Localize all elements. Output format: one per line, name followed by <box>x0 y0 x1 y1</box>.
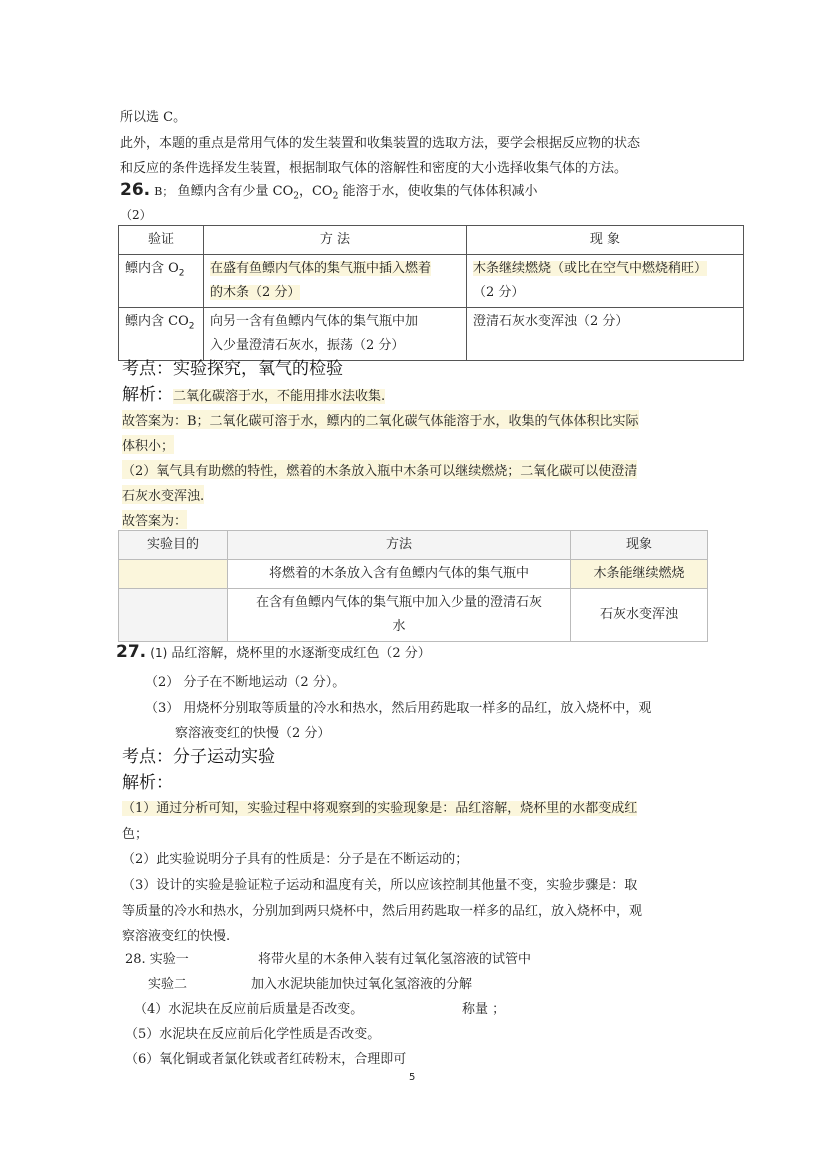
q28-l3: （4）水泥块在反应前后质量是否改变。 <box>134 1002 364 1017</box>
q27-kaodian: 考点：分子运动实验 <box>122 747 275 767</box>
q26-jiexi-2: 故答案为：B；二氧化碳可溶于水，鳔内的二氧化碳气体能溶于水，收集的气体体积比实际 <box>122 410 639 429</box>
table1-phenomenon: 澄清石灰水变浑浊（2 分） <box>467 308 744 361</box>
table2-method: 在含有鱼鳔内气体的集气瓶中加入少量的澄清石灰 水 <box>228 589 571 642</box>
table1-method: 在盛有鱼鳔内气体的集气瓶中插入燃着 的木条（2 分） <box>204 255 467 308</box>
q28-l2-num: 实验二 <box>148 977 188 992</box>
table2-purpose <box>119 589 228 642</box>
q26-table1 <box>118 225 744 361</box>
page-number: 5 <box>409 1072 416 1083</box>
q28-l1-num: 28. 实验一 <box>125 952 189 967</box>
table2-row <box>119 589 708 642</box>
q27-a1: 27. (1) 品红溶解，烧杯里的水逐渐变成红色（2 分） <box>116 642 431 662</box>
q28-l3b: 称量 ； <box>462 1002 506 1017</box>
table2-row <box>119 560 708 589</box>
q26-answer: 26. B； 鱼鳔内含有少量 $CO_2$，$CO_2$ 能溶于水，使收集的气体体积减小 <box>120 180 538 202</box>
q28-l5: （6）氧化铜或者氯化铁或者红砖粉末，合理即可 <box>125 1052 407 1067</box>
q27-j2: （2）此实验说明分子具有的性质是：分子是在不断运动的； <box>122 852 469 867</box>
q27-a3-1: （3） 用烧杯分别取等质量的冷水和热水，然后用药匙取一样多的品红，放入烧杯中，观 <box>145 701 652 716</box>
table1-phenomenon: 木条继续燃烧（或比在空气中燃烧稍旺） （2 分） <box>467 255 744 308</box>
q26-jiexi-4: （2）氧气具有助燃的特性，燃着的木条放入瓶中木条可以继续燃烧；二氧化碳可以使澄清 <box>122 460 637 479</box>
q27-a3-2: 察溶液变红的快慢（2 分） <box>175 726 331 741</box>
table1-header-method: 方 法 <box>204 226 467 255</box>
table2-phenomenon: 木条能继续燃烧 <box>571 560 708 589</box>
q27-number: 27. <box>116 642 147 662</box>
table2-phenomenon: 石灰水变浑浊 <box>571 589 708 642</box>
q27-a2: （2） 分子在不断地运动（2 分）。 <box>145 675 346 690</box>
q27-j3b: 等质量的冷水和热水，分别加到两只烧杯中，然后用药匙取一样多的品红，放入烧杯中，观 <box>122 904 643 919</box>
q26-jiexi-3: 体积小； <box>122 435 174 454</box>
table2-method: 将燃着的木条放入含有鱼鳔内气体的集气瓶中 <box>228 560 571 589</box>
q26-kaodian: 考点：实验探究，氧气的检验 <box>122 359 343 379</box>
q27-j3c: 察溶液变红的快慢. <box>122 929 231 944</box>
q28-l2-text: 加入水泥块能加快过氧化氢溶液的分解 <box>251 977 473 992</box>
table1-verify-o2: 鳔内含 $O_2$ <box>119 255 204 308</box>
table2-header-purpose: 实验目的 <box>119 531 228 560</box>
q26-table2 <box>118 530 708 642</box>
table1-row <box>119 308 744 361</box>
q26-number: 26. <box>120 180 151 200</box>
table1-method: 向另一含有鱼鳔内气体的集气瓶中加 入少量澄清石灰水，振荡（2 分） <box>204 308 467 361</box>
intro-line2: 此外，本题的重点是常用气体的发生装置和收集装置的选取方法，要学会根据反应物的状态 <box>120 136 641 151</box>
q26-sub2: （2） <box>120 208 152 222</box>
q27-jiexi-label: 解析： <box>122 773 173 793</box>
table2-header-method: 方法 <box>228 531 571 560</box>
table1-row <box>119 255 744 308</box>
q26-jiexi: 解析：二氧化碳溶于水，不能用排水法收集. <box>122 385 386 405</box>
intro-line3: 和反应的条件选择发生装置，根据制取气体的溶解性和密度的大小选择收集气体的方法。 <box>120 161 628 176</box>
q27-j3: （3）设计的实验是验证粒子运动和温度有关，所以应该控制其他量不变，实验步骤是：取 <box>122 878 638 893</box>
table1-header-phenomenon: 现 象 <box>467 226 744 255</box>
table1-header-verify: 验证 <box>119 226 204 255</box>
q26-jiexi-5: 石灰水变浑浊. <box>122 485 204 504</box>
intro-line1: 所以选 C。 <box>120 110 187 125</box>
q26-jiexi-6: 故答案为： <box>122 510 187 529</box>
table1-verify-co2: 鳔内含 $CO_2$ <box>119 308 204 361</box>
table2-header-phenomenon: 现象 <box>571 531 708 560</box>
q28-l4: （5）水泥块在反应前后化学性质是否改变。 <box>125 1027 381 1042</box>
q28-l1-text: 将带火星的木条伸入装有过氧化氢溶液的试管中 <box>258 952 532 967</box>
q27-j1b: 色； <box>122 827 149 842</box>
table2-purpose <box>119 560 228 589</box>
q27-j1: （1）通过分析可知，实验过程中将观察到的实验现象是：品红溶解，烧杯里的水都变成红 <box>122 801 638 816</box>
